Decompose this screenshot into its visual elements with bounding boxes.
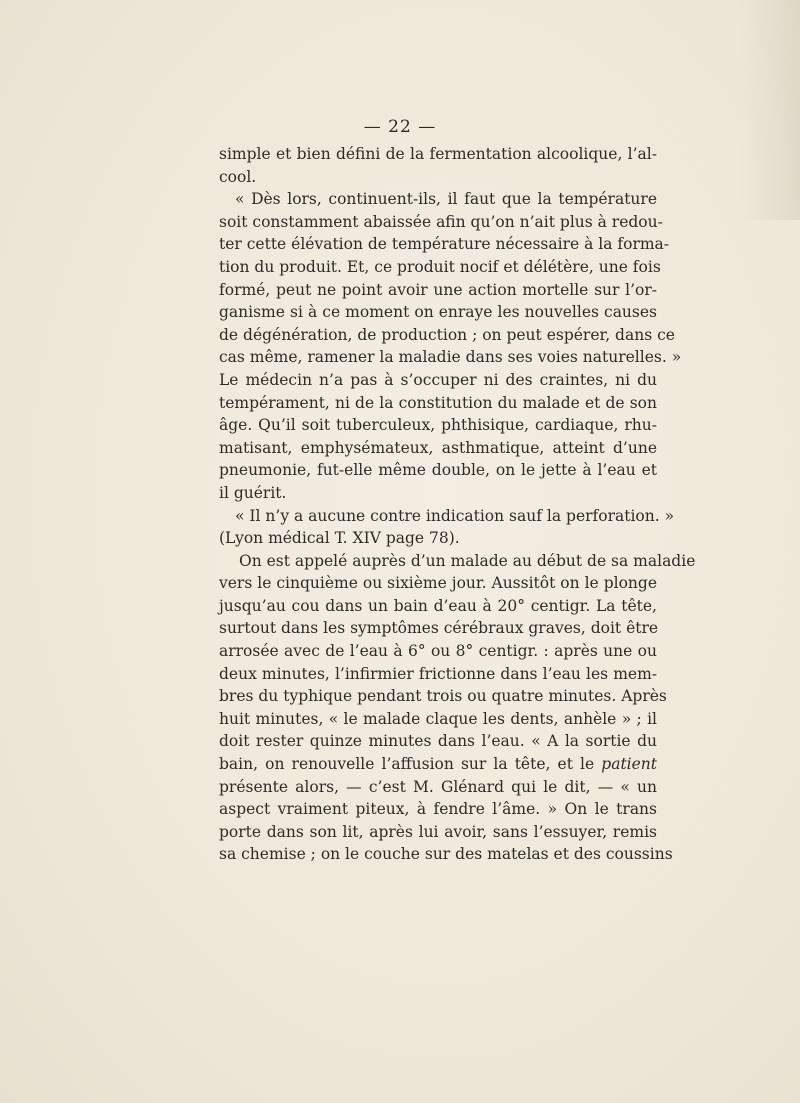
text-line: simple et bien défini de la fermentation alcoolique, l’al- — [219, 145, 657, 163]
text-line: « Il n’y a aucune contre indication sauf la perforation. » — [235, 506, 675, 525]
text-line: aspect vraiment piteux, à fendre l’âme. » On le trans — [219, 800, 657, 819]
text-line: tempérament, ni de la constitution du malade et de son — [219, 393, 657, 412]
text-line: Le médecin n’a pas à s’occuper ni des craintes, ni du — [219, 370, 657, 389]
text-line: sa chemise ; on le couche sur des matelas et des coussins — [219, 845, 673, 864]
text-line: doit rester quinze minutes dans l’eau. « A la sortie du — [219, 732, 657, 751]
citation-line: (Lyon médical T. XIV page 78). — [219, 529, 460, 548]
text-line: de dégénération, de production ; on peut espérer, dans ce — [219, 325, 675, 344]
text-line: il guérit. — [219, 483, 287, 502]
text-line — [219, 753, 657, 776]
text-line: jusqu’au cou dans un bain d’eau à 20° centigr. La tête, — [219, 596, 657, 615]
text-line: cool. — [219, 167, 257, 186]
text-line: âge. Qu’il soit tuberculeux, phthisique, cardiaque, rhu- — [219, 416, 657, 435]
text-line: deux minutes, l’infirmier frictionne dans l’eau les mem- — [219, 664, 657, 683]
text-line: formé, peut ne point avoir une action mortelle sur l’or- — [219, 280, 657, 299]
text-line: cas même, ramener la maladie dans ses voies naturelles. » — [219, 348, 682, 367]
italic-word: patient — [601, 755, 658, 774]
text-line: soit constamment abaissée afin qu’on n’ait plus à redou- — [219, 212, 663, 231]
text-line: matisant, emphysémateux, asthmatique, atteint d’une — [219, 438, 657, 457]
text-line: arrosée avec de l’eau à 6° ou 8° centigr. : après une ou — [219, 642, 657, 661]
text-line: présente alors, — c’est M. Glénard qui le dit, — « un — [219, 777, 657, 796]
text-line: ganisme si à ce moment on enraye les nouvelles causes — [219, 303, 657, 322]
text-line: « Dès lors, continuent-ils, il faut que la température — [235, 190, 657, 209]
text-line: vers le cinquième ou sixième jour. Aussitôt on le plonge — [219, 574, 657, 593]
text-line: huit minutes, « le malade claque les dents, anhèle » ; il — [219, 709, 657, 728]
text-span: bain, on renouvelle l’affusion sur la tête, et le — [219, 755, 595, 774]
text-line: tion du produit. Et, ce produit nocif et délétère, une fois — [219, 257, 661, 276]
text-line: surtout dans les symptômes cérébraux graves, doit être — [219, 619, 659, 638]
body-text — [219, 143, 696, 866]
text-line: ter cette élévation de température nécessaire à la forma- — [219, 235, 670, 254]
page-edge-shadow — [740, 0, 800, 220]
text-line: On est appelé auprès d’un malade au début de sa maladie — [239, 551, 696, 570]
text-line: bres du typhique pendant trois ou quatre minutes. Après — [219, 687, 667, 706]
text-line: porte dans son lit, après lui avoir, sans l’essuyer, remis — [219, 822, 657, 841]
text-line: pneumonie, fut-elle même double, on le jette à l’eau et — [219, 461, 657, 480]
page-number: — 22 — — [363, 117, 437, 137]
